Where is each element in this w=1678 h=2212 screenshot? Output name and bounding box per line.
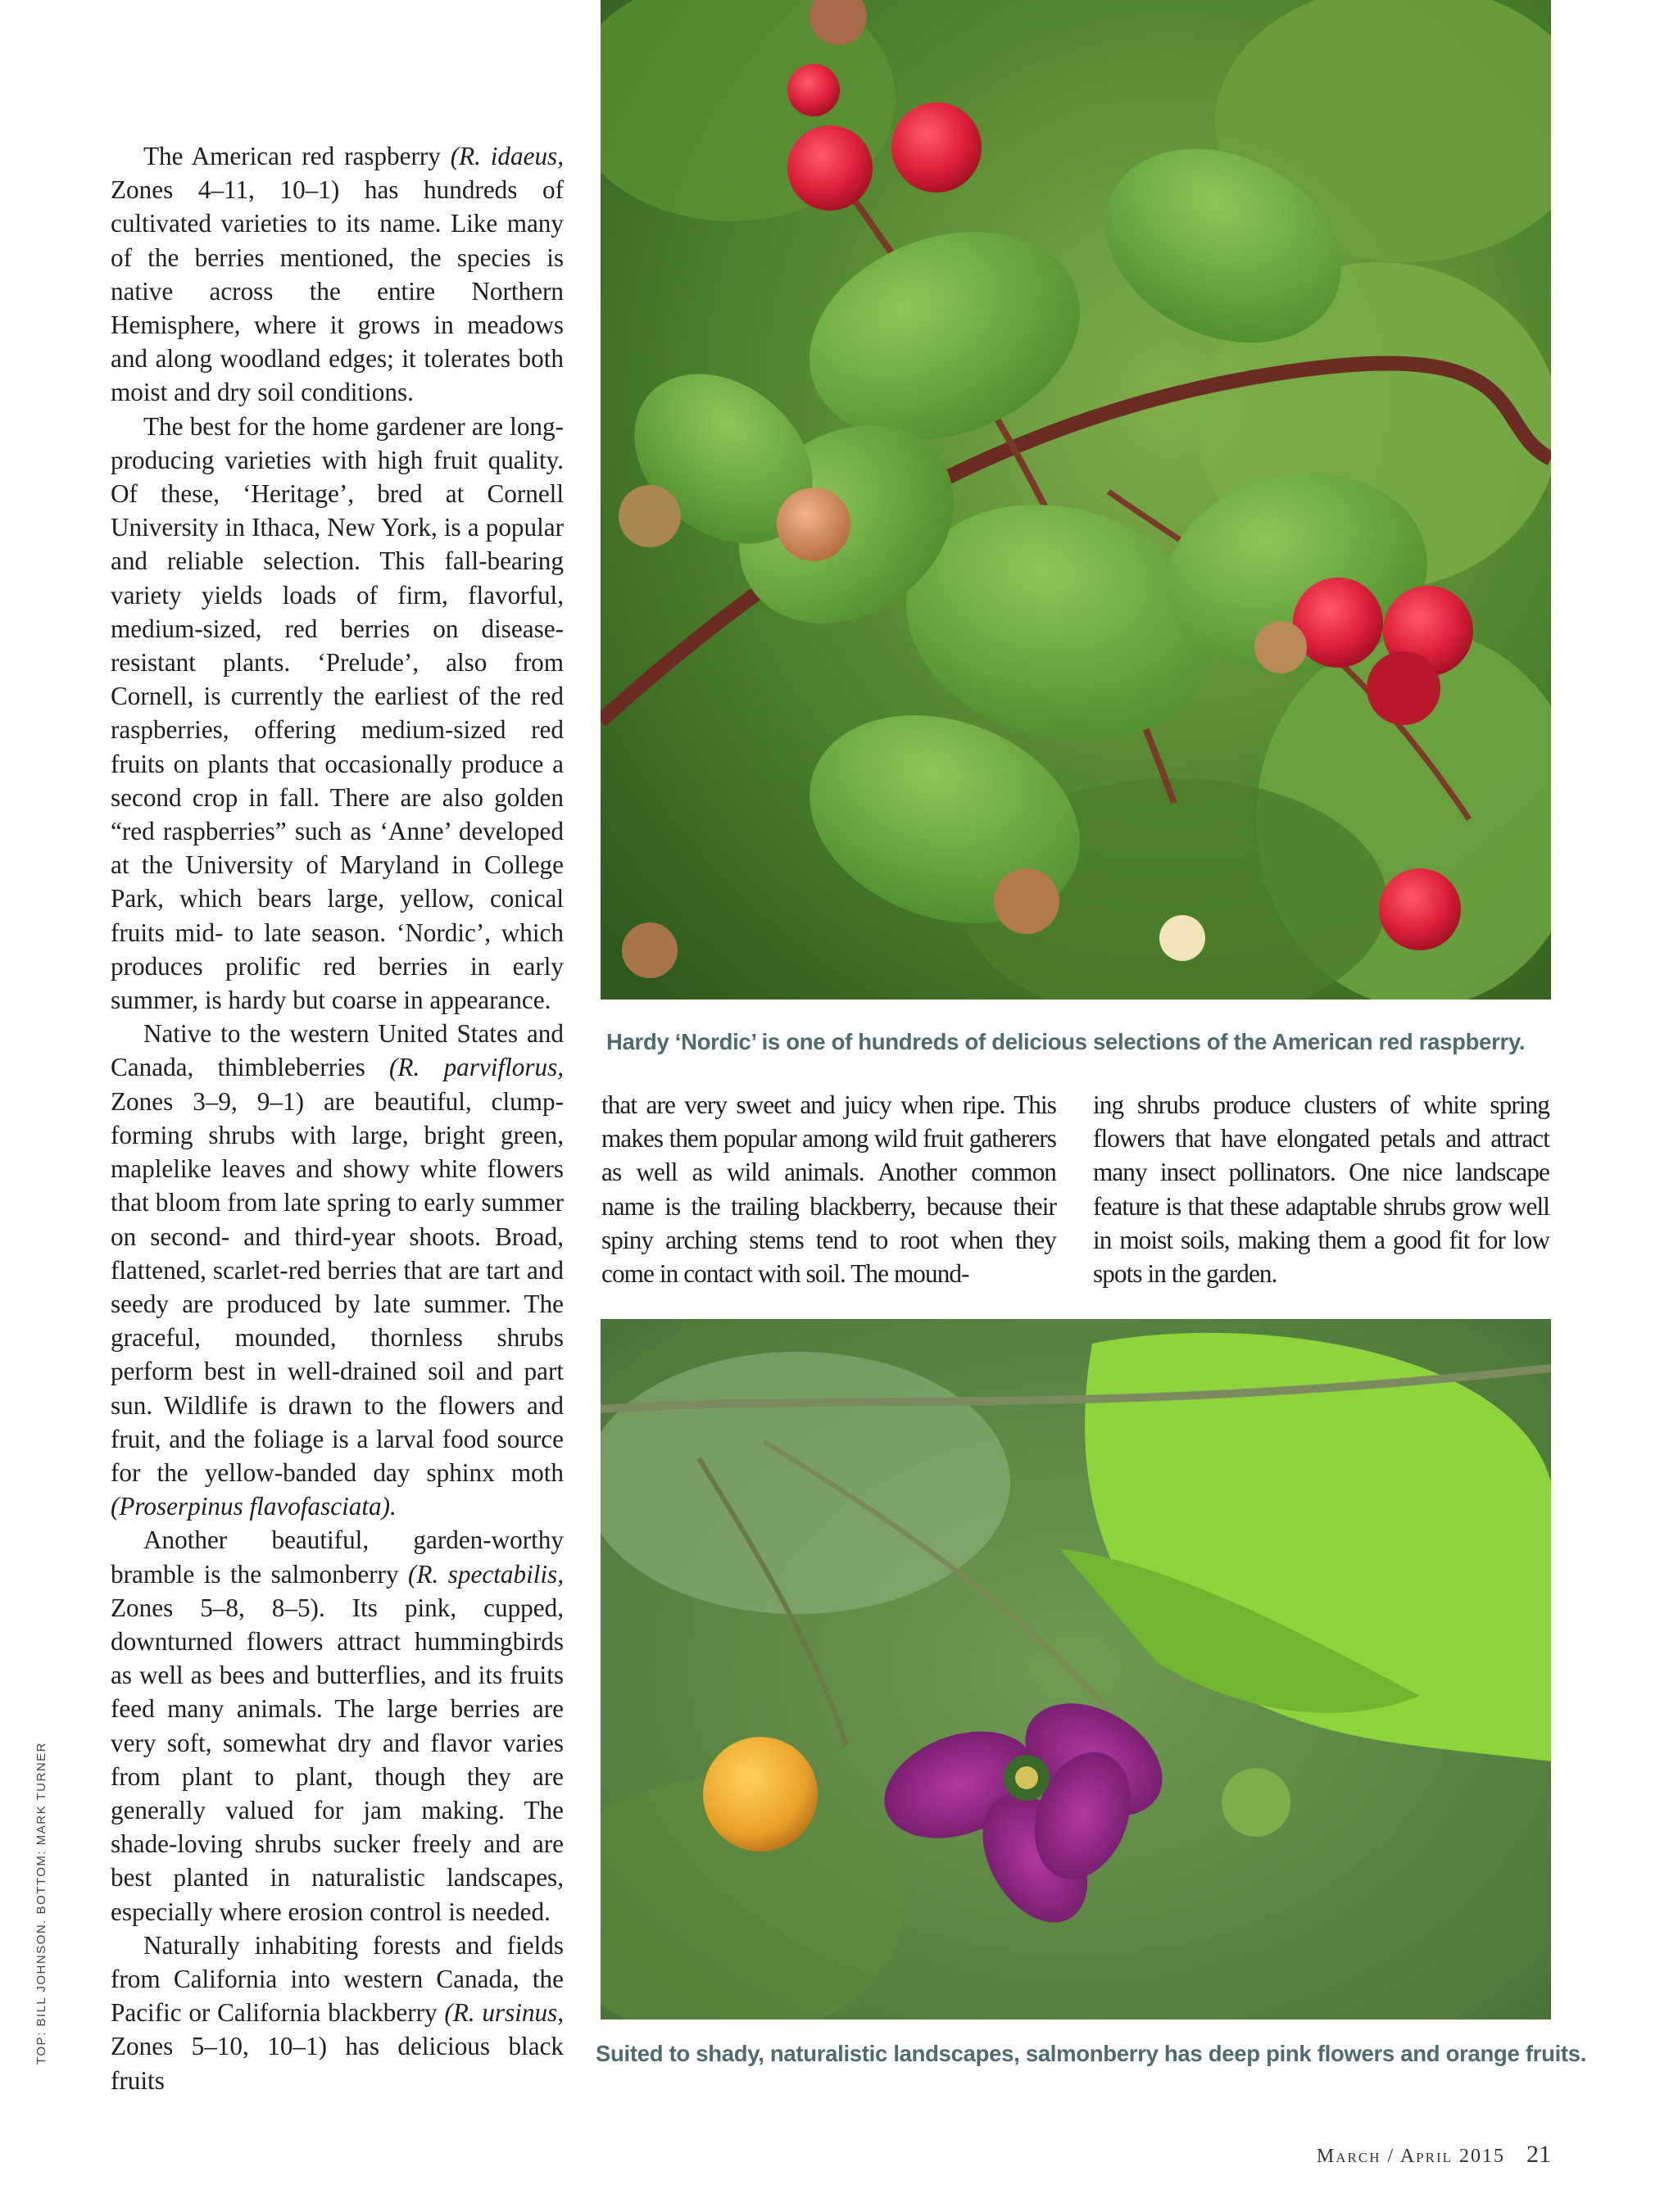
- article-column-left: [111, 139, 564, 2097]
- page-footer: [1317, 2141, 1551, 2169]
- salmonberry-photo: [601, 1319, 1551, 2019]
- article-paragraph: Native to the western United States and Canada, thimbleberries (R. parviflorus, Zones 3–9, 9–1) are beautiful, clump-forming shrubs with large, bright green, maplelike leaves and showy white flowers that bloom from late spring to early summer on second- and third-year shoots. Broad, flattened, scarlet-red berries that are tart and seedy are produced by late summer. The graceful, mounded, thornless shrubs perform best in well-drained soil and part sun. Wildlife is drawn to the flowers and fruit, and the foliage is a larval food source for the yellow-banded day sphinx moth (Proserpinus flavofasciata).: [111, 1019, 564, 1521]
- italic-text: (R. spectabilis,: [408, 1559, 564, 1589]
- article-paragraph: The American red raspberry (R. idaeus, Zones 4–11, 10–1) has hundreds of cultivated varieties to its name. Like many of the berries mentioned, the species is native across the entire Northern Hemisphere, where it grows in meadows and along woodland edges; it tolerates both moist and dry soil conditions.: [111, 142, 564, 407]
- article-paragraph: that are very sweet and juicy when ripe. This makes them popular among wild fruit gatherers as well as wild animals. Another common name is the trailing blackberry, because their spiny arching stems tend to root when they come in contact with soil. The mound-: [601, 1090, 1056, 1289]
- article-paragraph: ing shrubs produce clusters of white spring flowers that have elongated petals and attract many insect pollinators. One nice landscape feature is that these adaptable shrubs grow well in moist soils, making them a good fit for low spots in the garden.: [1093, 1090, 1549, 1289]
- italic-text: (R. ursinus,: [444, 1998, 564, 2028]
- page-number: 21: [1526, 2141, 1551, 2168]
- issue-date: March / April 2015: [1316, 2146, 1505, 2167]
- article-column-right: [1093, 1088, 1549, 1290]
- photo-caption-bottom: Suited to shady, naturalistic landscapes, salmonberry has deep pink flowers and orange fruits.: [596, 2041, 1587, 2066]
- photo-credit: TOP: BILL JOHNSON. BOTTOM: MARK TURNER: [34, 1742, 48, 2065]
- photo-caption-top: Hardy ‘Nordic’ is one of hundreds of delicious selections of the American red raspberry.: [606, 1029, 1526, 1054]
- article-column-middle: [601, 1088, 1056, 1290]
- italic-text: (R. idaeus,: [450, 142, 564, 170]
- article-paragraph: Another beautiful, garden-worthy bramble is the salmonberry (R. spectabilis, Zones 5–8, 8–5). Its pink, cupped, downturned flowers attract hummingbirds as well as bees and butterflies, and its fruits feed many animals. The large berries are very soft, somewhat dry and flavor varies from plant to plant, though they are generally valued for jam making. The shade-loving shrubs sucker freely and are best planted in naturalistic landscapes, especially where erosion control is needed.: [111, 1525, 564, 1926]
- italic-text: (R. parviflorus,: [389, 1053, 564, 1082]
- raspberry-photo: [601, 0, 1551, 999]
- article-paragraph: Naturally inhabiting forests and fields from California into western Canada, the Pacific or California blackberry (R. ursinus, Zones 5–10, 10–1) has delicious black fruits: [111, 1930, 564, 2095]
- article-paragraph: The best for the home gardener are long-producing varieties with high fruit quality. Of these, ‘Heritage’, bred at Cornell University in Ithaca, New York, is a popular and reliable selection. This fall-bearing variety yields loads of firm, flavorful, medium-sized, red berries on disease-resistant plants. ‘Prelude’, also from Cornell, is currently the earliest of the red raspberries, offering medium-sized red fruits on plants that occasionally produce a second crop in fall. There are also golden “red raspberries” such as ‘Anne’ developed at the University of Maryland in College Park, which bears large, yellow, conical fruits mid- to late season. ‘Nordic’, which produces prolific red berries in early summer, is hardy but coarse in appearance.: [111, 411, 564, 1015]
- italic-text: (Proserpinus flavofasciata).: [111, 1492, 397, 1521]
